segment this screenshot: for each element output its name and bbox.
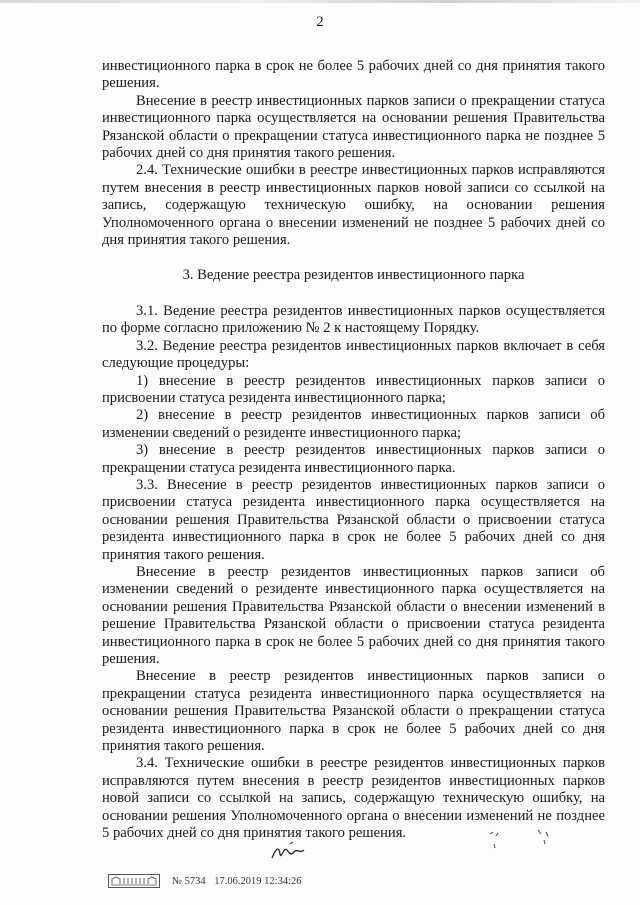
page-number: 2 — [316, 14, 324, 30]
document-timestamp: 17.06.2019 12:34:26 — [214, 875, 302, 887]
paragraph: 3.4. Технические ошибки в реестре резидентов инвестиционных парков исправляются путем внесения в реестр резидентов инвестиционных парков новой записи со ссылкой на запись, содержащую техническую ошибку, на основании решения Уполномоченного органа о внесении изменений не позднее 5 рабочих дней со дня принятия такого решения. — [102, 755, 605, 842]
paragraph: 3.2. Ведение реестра резидентов инвестиционных парков включает в себя следующие процедуры: — [102, 337, 605, 372]
list-item: 2) внесение в реестр резидентов инвестиционных парков записи об изменении сведений о резиденте инвестиционного парка; — [102, 407, 605, 441]
stamp-marks-icon — [486, 826, 556, 856]
document-footer — [108, 873, 308, 889]
paragraph: 3.3. Внесение в реестр резидентов инвестиционных парков записи о присвоении статуса резидента инвестиционного парка осуществляется на основании решения Правительства Рязанской области о присвоении статуса резидента инвестиционного парка в срок не более 5 рабочих дней со дня принятия такого решения. — [102, 476, 605, 563]
list-item: 3) внесение в реестр резидентов инвестиционных парков записи о прекращении статуса резидента инвестиционного парка. — [102, 442, 605, 476]
document-body — [102, 58, 605, 842]
paragraph: 2.4. Технические ошибки в реестре инвестиционных парков исправляются путем внесения в реестр инвестиционных парков новой записи со ссылкой на запись, содержащую техническую ошибку, на основании решения Уполномоченного органа о внесении изменений не позднее 5 рабочих дней со дня принятия такого решения. — [102, 162, 605, 249]
registry-logo-icon — [108, 874, 160, 888]
paragraph: Внесение в реестр резидентов инвестиционных парков записи о прекращении статуса резидента инвестиционного парка осуществляется на основании решения Правительства Рязанской области о прекращении статуса резидента инвестиционного парка в срок не более 5 рабочих дней со дня принятия такого решения. — [102, 668, 605, 755]
list-item: 1) внесение в реестр резидентов инвестиционных парков записи о присвоении статуса резидента инвестиционного парка; — [102, 372, 605, 406]
paragraph: Внесение в реестр резидентов инвестиционных парков записи об изменении сведений о резиденте инвестиционного парка осуществляется на основании решения Правительства Рязанской области о внесении изменений в решение Правительства Рязанской области о присвоении статуса резидента инвестиционного парка в срок не более 5 рабочих дней со дня принятия такого решения. — [102, 563, 605, 667]
paragraph: инвестиционного парка в срок не более 5 рабочих дней со дня принятия такого решения. — [102, 58, 605, 92]
paragraph: Внесение в реестр инвестиционных парков записи о прекращении статуса инвестиционного парка осуществляется на основании решения Правительства Рязанской области о прекращении статуса инвестиционного парка не позднее 5 рабочих дней со дня принятия такого решения. — [102, 92, 605, 162]
scan-edge — [0, 0, 640, 3]
signature-icon — [270, 838, 312, 864]
document-number: № 5734 — [172, 875, 206, 887]
paragraph: 3.1. Ведение реестра резидентов инвестиционных парков осуществляется по форме согласно приложению № 2 к настоящему Порядку. — [102, 302, 605, 337]
section-heading: 3. Ведение реестра резидентов инвестиционного парка — [182, 267, 525, 284]
